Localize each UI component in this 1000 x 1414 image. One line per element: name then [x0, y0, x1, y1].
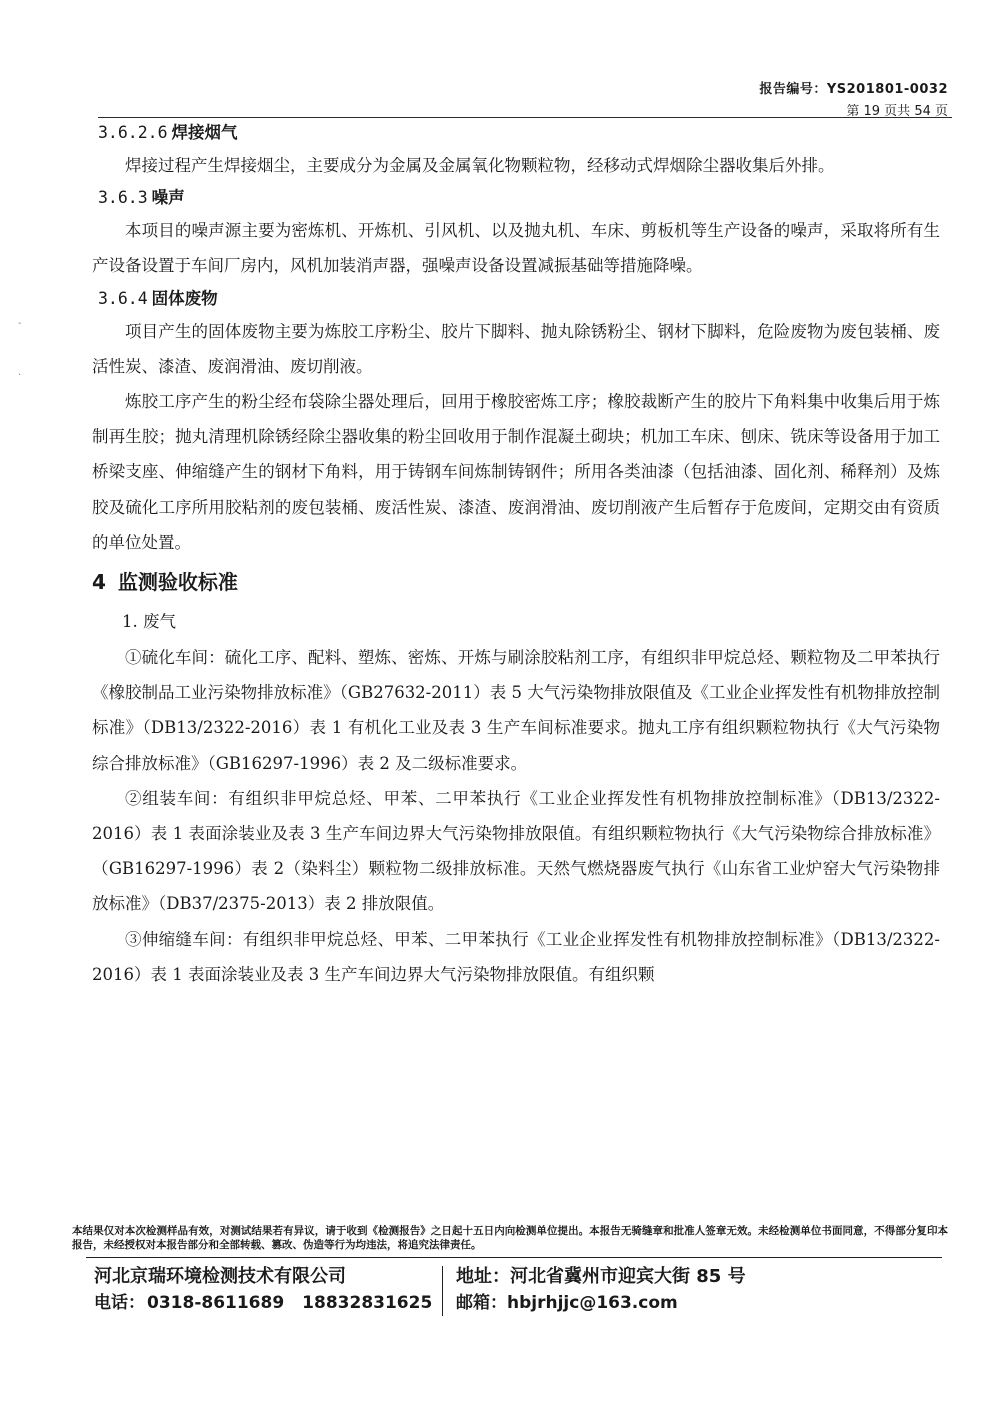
paragraph: 炼胶工序产生的粉尘经布袋除尘器处理后，回用于橡胶密炼工序；橡胶裁断产生的胶片下角料集中收集后用于炼制再生胶；抛丸清理机除锈经除尘器收集的粉尘回收用于制作混凝土砌块；机加工车床、刨床、铣床等设备用于加工桥梁支座、伸缩缝产生的钢材下角料，用于铸钢车间炼制铸钢件；所用各类油漆（包括油漆、固化剂、稀释剂）及炼胶及硫化工序所用胶粘剂的废包装桶、废活性炭、漆渣、废润滑油、废切削液产生后暂存于危废间，定期交由有资质的单位处置。 [92, 392, 940, 552]
section-title: 噪声 [151, 188, 185, 208]
email-line [456, 1290, 746, 1316]
scan-mark: · [18, 370, 22, 381]
footer-contact-block [456, 1264, 746, 1316]
report-number: 报告编号：YS201801-0032 [759, 82, 948, 97]
section-heading-3-6-2-6 [92, 118, 940, 148]
chapter-number: 4 [92, 570, 106, 595]
report-header [759, 78, 948, 119]
paragraph: ①硫化车间：硫化工序、配料、塑炼、密炼、开炼与刷涂胶粘剂工序，有组织非甲烷总烃、颗粒物及二甲苯执行《橡胶制品工业污染物排放标准》（GB27632-2011）表 5 大气污染物排放限值及《工业企业挥发性有机物排放控制标准》（DB13/2322-2016）表 1 有机化工业及表 3 生产车间标准要求。抛丸工序有组织颗粒物执行《大气污染物综合排放标准》（GB16297-1996）表 2 及二级标准要求。 [92, 648, 940, 773]
document-body [92, 118, 940, 992]
section-number: 3.6.4 [98, 288, 148, 308]
page-info: 第 19 页共 54 页 [846, 104, 948, 119]
section-title: 固体废物 [151, 288, 218, 308]
section-number: 3.6.2.6 [98, 123, 168, 142]
paragraph: ③伸缩缝车间：有组织非甲烷总烃、甲苯、二甲苯执行《工业企业挥发性有机物排放控制标准》（DB13/2322-2016）表 1 表面涂装业及表 3 生产车间边界大气污染物排放限值。有组织颗 [92, 929, 940, 984]
paragraph: 项目产生的固体废物主要为炼胶工序粉尘、胶片下脚料、抛丸除锈粉尘、钢材下脚料，危险废物为废包装桶、废活性炭、漆渣、废润滑油、废切削液。 [92, 321, 940, 376]
chapter-title: 监测验收标准 [117, 570, 238, 595]
footer-separator [442, 1266, 443, 1316]
paragraph: 焊接过程产生焊接烟尘，主要成分为金属及金属氧化物颗粒物，经移动式焊烟除尘器收集后外排。 [125, 156, 835, 175]
email-address: hbjrhjjc@163.com [507, 1293, 678, 1313]
phone-line [94, 1290, 450, 1316]
footer-rule [86, 1257, 942, 1258]
paragraph: ②组装车间：有组织非甲烷总烃、甲苯、二甲苯执行《工业企业挥发性有机物排放控制标准》（DB13/2322-2016）表 1 表面涂装业及表 3 生产车间边界大气污染物排放限值。有组织颗粒物执行《大气污染物综合排放标准》（GB16297-1996）表 2（染料尘）颗粒物二级排放标准。天然气燃烧器废气执行《山东省工业炉窑大气污染物排放标准》（DB37/2375-2013）表 2 排放限值。 [92, 788, 940, 914]
company-name: 河北京瑞环境检测技术有限公司 [94, 1266, 346, 1287]
scan-mark: - [18, 318, 22, 329]
email-label: 邮箱： [456, 1293, 507, 1313]
phone-number-1: 0318-8611689 [147, 1293, 285, 1313]
section-number: 3.6.3 [98, 188, 148, 208]
address: 地址：河北省冀州市迎宾大街 85 号 [456, 1266, 746, 1287]
phone-label: 电话： [94, 1293, 145, 1313]
phone-number-2: 18832831625 [302, 1293, 433, 1313]
footer-notice: 本结果仅对本次检测样品有效，对测试结果若有异议，请于收到《检测报告》之日起十五日内向检测单位提出。本报告无骑缝章和批准人签章无效。未经检测单位书面同意，不得部分复印本报告，未经授权对本报告部分和全部转载、篡改、伪造等行为均违法，将追究法律责任。 [72, 1225, 948, 1251]
paragraph: 本项目的噪声源主要为密炼机、开炼机、引风机、以及抛丸机、车床、剪板机等生产设备的噪声，采取将所有生产设备设置于车间厂房内，风机加装消声器，强噪声设备设置减振基础等措施降噪。 [92, 221, 940, 276]
chapter-heading-4 [92, 560, 940, 604]
footer-company-block [94, 1264, 450, 1316]
section-title: 焊接烟气 [171, 123, 238, 142]
sub-heading: 1. 废气 [122, 612, 176, 632]
section-heading-3-6-3 [92, 183, 940, 213]
section-heading-3-6-4 [92, 284, 940, 314]
